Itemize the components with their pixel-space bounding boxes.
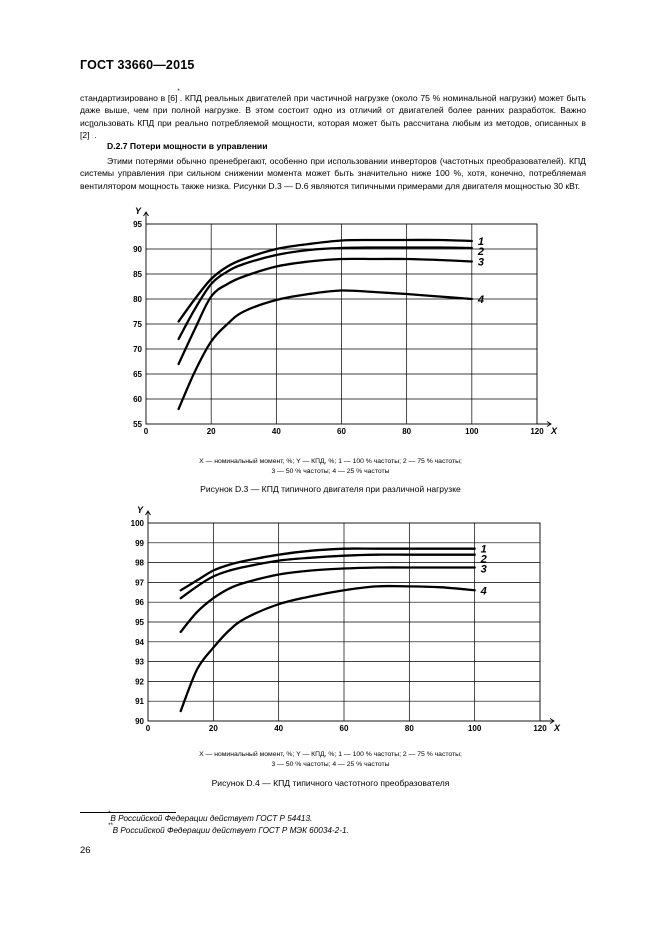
paragraph-control-losses: Этими потерями обычно пренебрегают, особенно при использовании инверторов (частотных преобразователей). КПД системы управления при сильном снижении момента может быть значительно ниже 100 %, хотя, конечно, потребляемая вентилятором мощность также низка. Рисунки D.3 — D.6 являются типичными примерами для двигателя мощностью 30 кВт. bbox=[80, 156, 586, 191]
y-tick-label: 99 bbox=[135, 538, 144, 548]
y-tick-label: 96 bbox=[135, 598, 144, 608]
figure-d3-title: Рисунок D.3 — КПД типичного двигателя при различной нагрузке bbox=[200, 484, 461, 494]
series-label-4: 4 bbox=[477, 294, 484, 306]
series-label-4: 4 bbox=[480, 585, 487, 598]
series-line-4 bbox=[181, 586, 475, 711]
figure-d4-legend-line2: 3 — 50 % частоты; 4 — 25 % частоты bbox=[271, 761, 390, 768]
paragraph-efficiency bbox=[80, 89, 586, 142]
x-tick-label: 100 bbox=[465, 427, 479, 436]
chart-d3 bbox=[0, 200, 661, 440]
p1-text-a: стандартизировано в [6] bbox=[80, 93, 178, 103]
footnote-2-mark: ** bbox=[108, 823, 113, 829]
footnote-1 bbox=[108, 811, 313, 823]
x-axis-arrow bbox=[540, 719, 554, 724]
footnote-1-text: В Российской Федерации действует ГОСТ Р 54413. bbox=[110, 814, 313, 823]
figure-d4-legend bbox=[0, 750, 661, 770]
series-label-1: 1 bbox=[480, 543, 487, 556]
y-tick-label: 94 bbox=[135, 637, 144, 647]
y-tick-label: 95 bbox=[135, 618, 144, 627]
x-tick-label: 20 bbox=[208, 724, 218, 733]
y-axis-label: Y bbox=[136, 505, 143, 515]
y-tick-label: 93 bbox=[135, 657, 144, 667]
chart-d4-svg bbox=[0, 506, 661, 736]
page-number: 26 bbox=[80, 845, 91, 856]
figure-d3-legend-line2: 3 — 50 % частоты; 4 — 25 % частоты bbox=[271, 468, 390, 475]
footnote-ref-1: * bbox=[177, 89, 180, 95]
y-tick-label: 91 bbox=[135, 697, 144, 707]
y-tick-label: 97 bbox=[135, 578, 144, 588]
series-label-2: 2 bbox=[480, 553, 487, 566]
x-tick-label: 120 bbox=[530, 427, 544, 436]
y-tick-label: 60 bbox=[133, 395, 142, 404]
x-tick-label: 120 bbox=[533, 724, 547, 733]
y-tick-label: 90 bbox=[133, 245, 142, 254]
y-axis-label: Y bbox=[134, 206, 141, 216]
y-tick-label: 75 bbox=[133, 320, 142, 329]
y-tick-label: 98 bbox=[135, 558, 144, 568]
document-header: ГОСТ 33660—2015 bbox=[80, 58, 195, 72]
x-axis-label: X bbox=[551, 426, 558, 436]
x-tick-label: 40 bbox=[274, 724, 284, 733]
section-heading: D.2.7 Потери мощности в управлении bbox=[107, 141, 268, 151]
y-tick-label: 65 bbox=[133, 370, 142, 379]
chart-d3-svg bbox=[0, 200, 661, 440]
y-tick-label: 92 bbox=[135, 677, 144, 687]
x-tick-label: 60 bbox=[339, 724, 349, 733]
y-tick-label: 80 bbox=[133, 295, 142, 304]
p1-text-c: . bbox=[94, 130, 97, 141]
series-line-1 bbox=[179, 240, 472, 322]
x-axis-label: X bbox=[554, 723, 561, 733]
series-label-2: 2 bbox=[477, 246, 484, 258]
x-tick-label: 20 bbox=[206, 427, 216, 436]
footnote-2-text: В Российской Федерации действует ГОСТ Р МЭК 60034-2-1. bbox=[112, 826, 349, 835]
x-tick-label: 60 bbox=[337, 427, 346, 436]
series-label-3: 3 bbox=[477, 256, 484, 269]
y-tick-label: 95 bbox=[133, 220, 142, 229]
figure-d4-title: Рисунок D.4 — КПД типичного частотного преобразователя bbox=[211, 778, 450, 788]
y-tick-label: 90 bbox=[135, 717, 144, 726]
figure-d3-legend-line1: X — номинальный момент, %; Y — КПД, %; 1 — 100 % частоты; 2 — 75 % частоты; bbox=[199, 458, 462, 465]
y-axis-arrow bbox=[144, 212, 149, 224]
figure-d4-legend-line1: X — номинальный момент, %; Y — КПД, %; 1 — 100 % частоты; 2 — 75 % частоты; bbox=[199, 751, 462, 758]
y-tick-label: 100 bbox=[130, 519, 144, 528]
footnote-1-mark: * bbox=[108, 811, 111, 817]
x-tick-label: 0 bbox=[145, 724, 151, 733]
x-tick-label: 100 bbox=[467, 724, 482, 733]
series-label-3: 3 bbox=[480, 563, 487, 576]
y-tick-label: 55 bbox=[133, 420, 142, 429]
y-tick-label: 85 bbox=[133, 270, 142, 279]
p1-text-b: . КПД реальных двигателей при частичной нагрузке (около 75 % номинальной нагрузки) может быть даже выше, чем при полной нагрузке. В этом состоит одно из отличий от двигателей более ранних разработок. Важно использовать КПД при реально потребляемой мощности, которая может быть рассчитана любым из методов, описанных в [2] bbox=[80, 93, 586, 141]
footnote-2 bbox=[108, 823, 349, 835]
series-label-1: 1 bbox=[477, 236, 484, 248]
chart-d4 bbox=[0, 506, 661, 736]
x-tick-label: 40 bbox=[271, 427, 281, 436]
x-tick-label: 0 bbox=[143, 427, 149, 436]
y-tick-label: 70 bbox=[133, 345, 142, 354]
footnote-ref-2: ** bbox=[89, 126, 95, 133]
footnote-divider bbox=[80, 812, 176, 813]
x-axis-arrow bbox=[537, 422, 551, 427]
x-tick-label: 80 bbox=[402, 427, 412, 436]
figure-d3-legend bbox=[0, 457, 661, 477]
x-tick-label: 80 bbox=[404, 724, 414, 733]
y-axis-arrow bbox=[146, 511, 151, 523]
series-line-2 bbox=[179, 247, 472, 339]
series-line-4 bbox=[179, 290, 472, 409]
